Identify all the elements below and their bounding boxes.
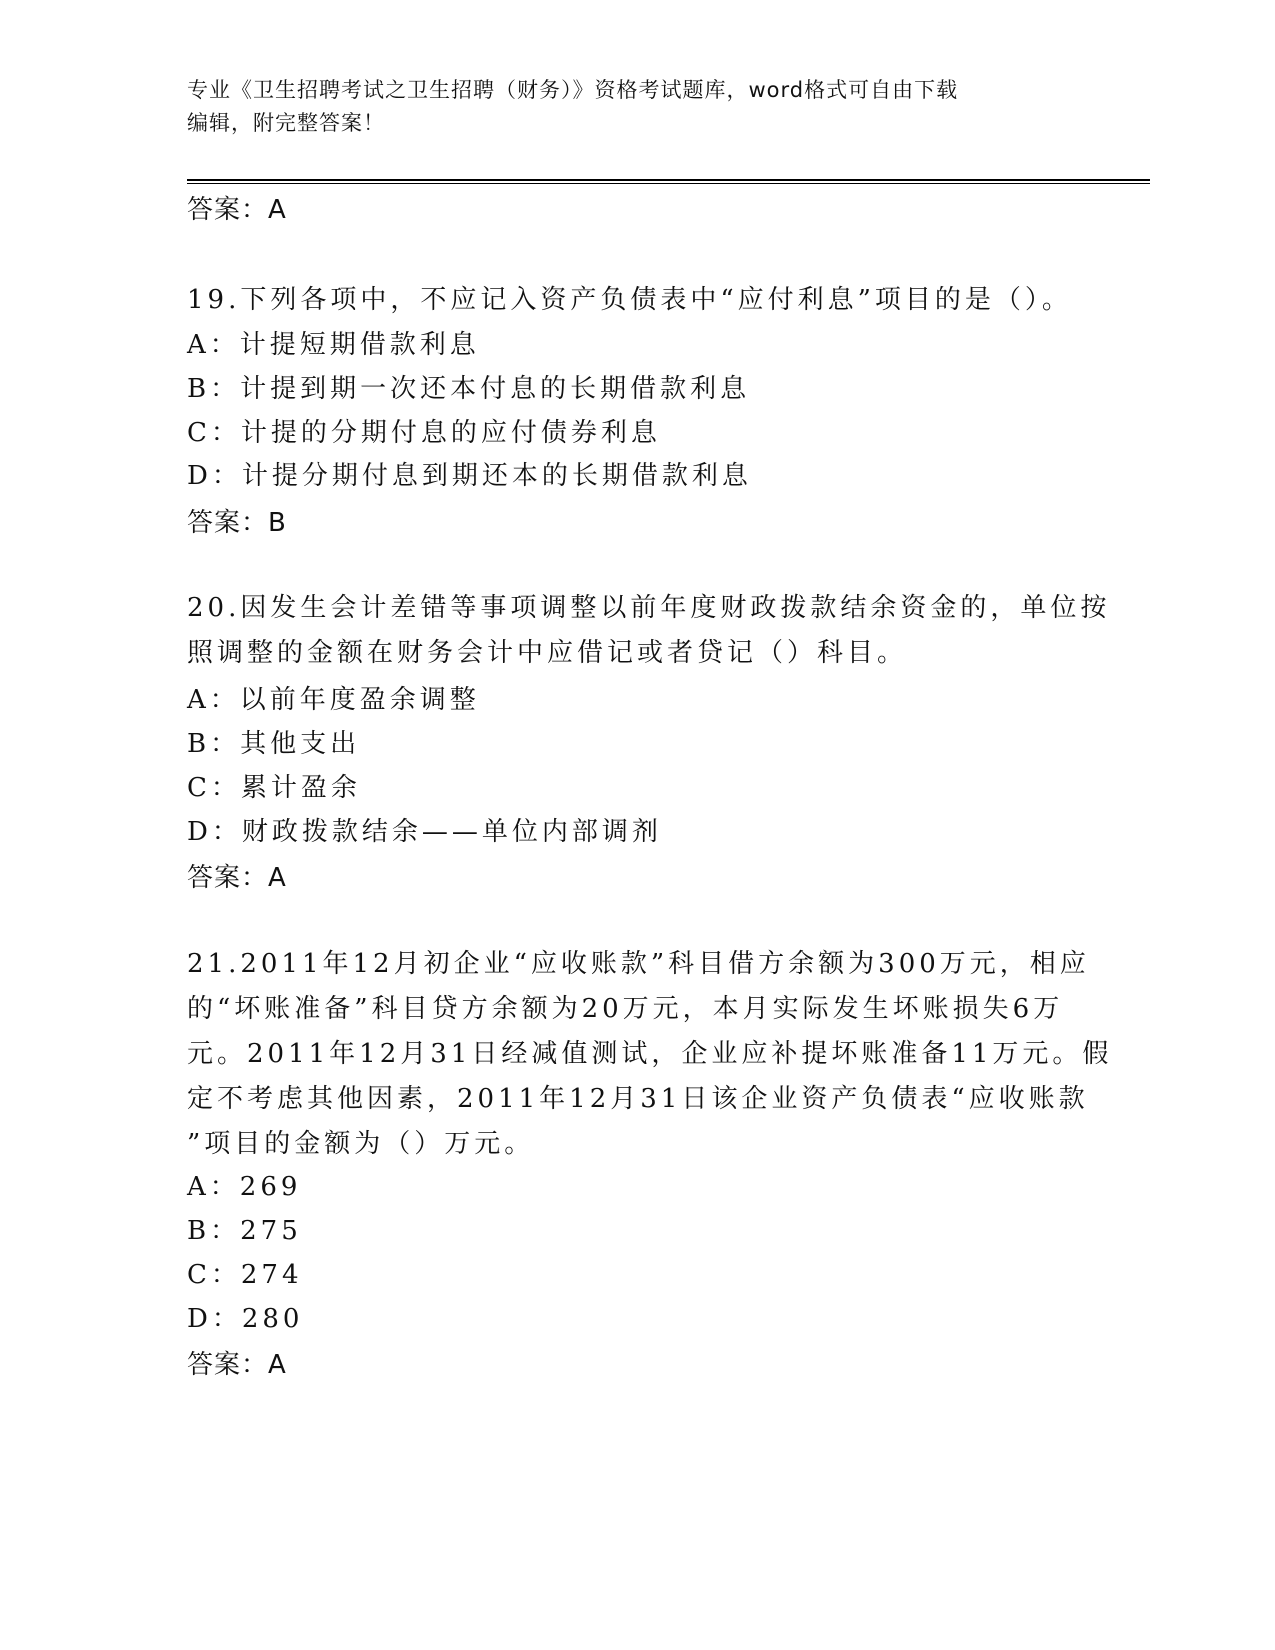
question-20-answer: 答案：A [187, 863, 287, 893]
question-20-stem [187, 586, 1111, 676]
question-19-option-c: C：计提的分期付息的应付债券利息 [187, 418, 661, 448]
question-21-option-d: D：280 [187, 1304, 304, 1334]
question-20-option-b: B：其他支出 [187, 729, 361, 759]
question-20-option-c: C：累计盈余 [187, 773, 361, 803]
header-divider-thick [187, 179, 1150, 181]
header-line-2: 编辑，附完整答案！ [187, 111, 385, 135]
question-19-stem [187, 278, 1087, 323]
previous-answer: 答案：A [187, 195, 287, 225]
question-21-stem-line: 定不考虑其他因素，2011年12月31日该企业资产负债表“应收账款 [187, 1084, 1089, 1114]
question-21-stem-line: 21.2011年12月初企业“应收账款”科目借方余额为300万元，相应 [187, 949, 1090, 979]
question-20-stem-line: 照调整的金额在财务会计中应借记或者贷记（）科目。 [187, 638, 908, 668]
header-divider-thin [187, 183, 1150, 184]
header-line-1: 专业《卫生招聘考试之卫生招聘（财务）》资格考试题库，word格式可自由下载 [187, 78, 959, 102]
question-21-stem-line: ”项目的金额为（）万元。 [187, 1129, 535, 1159]
question-19-option-a: A：计提短期借款利息 [187, 330, 480, 360]
question-19-option-d: D：计提分期付息到期还本的长期借款利息 [187, 461, 752, 491]
question-19-option-b: B：计提到期一次还本付息的长期借款利息 [187, 374, 751, 404]
question-21-answer: 答案：A [187, 1350, 287, 1380]
question-21-stem [187, 942, 1113, 1167]
question-20-option-d: D：财政拨款结余——单位内部调剂 [187, 817, 662, 847]
question-21-stem-line: 的“坏账准备”科目贷方余额为20万元，本月实际发生坏账损失6万 [187, 994, 1064, 1024]
question-21-stem-line: 元。2011年12月31日经减值测试，企业应补提坏账准备11万元。假 [187, 1039, 1113, 1069]
question-21-option-c: C：274 [187, 1260, 303, 1290]
question-19-answer: 答案：B [187, 508, 287, 538]
question-19-stem-line: 19.下列各项中，不应记入资产负债表中“应付利息”项目的是（）。 [187, 285, 1072, 315]
question-21-option-b: B：275 [187, 1216, 302, 1246]
question-21-option-a: A：269 [187, 1172, 302, 1202]
question-20-stem-line: 20.因发生会计差错等事项调整以前年度财政拨款结余资金的，单位按 [187, 593, 1111, 623]
question-20-option-a: A：以前年度盈余调整 [187, 685, 480, 715]
document-header [187, 74, 1067, 140]
